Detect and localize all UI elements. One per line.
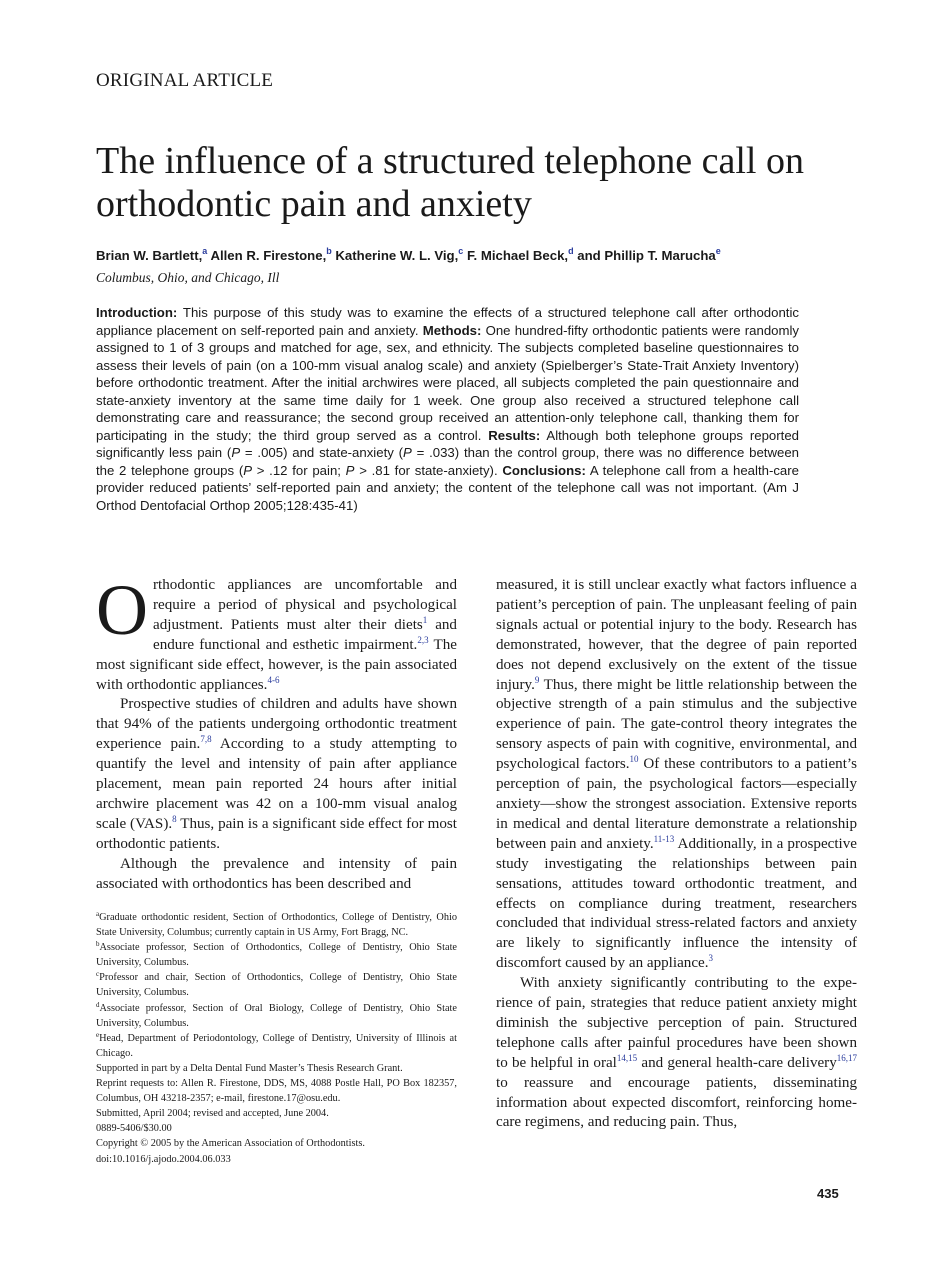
author-name: Brian W. Bartlett, <box>96 248 203 263</box>
body-column-left <box>96 570 457 895</box>
issn: 0889-5406/$30.00 <box>96 1123 172 1135</box>
citation[interactable]: 2,3 <box>417 634 429 645</box>
affiliation-mark: d <box>568 246 574 256</box>
abstract-results: Although both telephone groups reported significantly less pain (P = .005) and state-anxiety (P = .033) than the control group, there was no difference between the 2 telephone groups (P > .12 for pain; P > .81 for state-anxiety). <box>96 427 799 478</box>
author-name: Allen R. Firestone, <box>210 248 327 263</box>
author-location: Columbus, Ohio, and Chicago, Ill <box>96 270 280 285</box>
abstract-intro: This purpose of this study was to examine the effects of a structured telephone call after orthodontic appliance placement on self-reported pain and anxiety. <box>96 305 799 338</box>
section-label: ORIGINAL ARTICLE <box>96 70 274 91</box>
body-paragraph: Prospective studies of children and adults have shown that 94% of the patients undergoing orthodontic treatment experience pain.$^{7,8}$ According to a study attempting to quantify the level and intensity of pain after appliance placement, mean pain reported 24 hours after initial archwire placement was 42 on a 100-mm visual analog scale (VAS).$^8$ Thus, pain is a significant side effect for most orthodontic patients. <box>96 696 457 852</box>
citation[interactable]: 16,17 <box>836 1052 858 1063</box>
citation[interactable]: 11-13 <box>653 833 675 844</box>
footnote: $^d$Associate professor, Section of Oral Biology, College of Dentistry, Ohio State University, Columbus. <box>96 1000 457 1029</box>
author-name: F. Michael Beck, <box>466 248 569 263</box>
body-paragraph: measured, it is still unclear exactly what factors influence a patient’s perception of pain. The unpleasant feeling of pain signals actual or potential injury to the body. Research has demonstrated, however, that the degree of pain reported does not depend exclusively on the extent of the tissue injury.$^9$ Thus, there might be little relationship between the objective strength of a pain stimulus and the subjective experience of pain. The gate-control theory integrates the sensory aspects of pain with cognitive, environmental, and psychological factors.$^{10}$ Of these contributors to a patient’s perception of pain, the psychological factors—especially anxiety—show the strongest association. Extensive reports in medical and dental literature demonstrate a relationship between pain and anxiety.$^{11-13}$ Additionally, in a prospective study investigating the relationships between pain sensations, attitudes toward orthodontic treatment, and effects on compliance during treatment, researchers concluded that individual stress-related factors and anxiety are likely to significantly influence the intensity of discomfort caused by an appliance.$^3$ <box>496 577 857 972</box>
body-paragraph: Orthodontic appliances are uncomfortable and require a period of physical and psychological adjustment. Patients must alter their diets$^1$ and endure functional and esthetic impairment.$^{2,3}$ The most significant side effect, however, is the pain associated with orthodontic appliances.$^{4-6}$ <box>96 570 457 693</box>
citation[interactable]: 8 <box>172 813 177 824</box>
citation[interactable]: 9 <box>534 674 540 685</box>
footnote: $^c$Professor and chair, Section of Orthodontics, College of Dentistry, Ohio State University, Columbus. <box>96 970 457 999</box>
submission-dates: Submitted, April 2004; revised and accepted, June 2004. <box>96 1108 329 1120</box>
drop-cap: O <box>96 570 148 650</box>
footnote: $^a$Graduate orthodontic resident, Section of Orthodontics, College of Dentistry, Ohio State University, Columbus; currently captain in US Army, Fort Bragg, NC. <box>96 910 457 939</box>
article-title: The influence of a structured telephone call on orthodontic pain and anxiety <box>96 140 804 225</box>
body-column-right <box>496 576 857 1133</box>
funding-note: Supported in part by a Delta Dental Fund Master’s Thesis Research Grant. <box>96 1062 403 1074</box>
citation[interactable]: 4-6 <box>267 674 280 685</box>
citation[interactable]: 14,15 <box>616 1052 638 1063</box>
abstract-conclusions: A telephone call from a health-care provider reduced patients’ self-reported pain and anxiety; the content of the telephone call was not important. (Am J Orthod Dentofacial Orthop 2005;128:435-41) <box>96 462 799 513</box>
citation[interactable]: 3 <box>708 953 713 964</box>
page-number: 435 <box>817 1186 839 1201</box>
citation[interactable]: 1 <box>422 614 428 625</box>
author-name: and Phillip T. Marucha <box>577 248 716 263</box>
reprint-note: Reprint requests to: Allen R. Firestone, DDS, MS, 4088 Postle Hall, PO Box 182357, Columbus, OH 43218-2357; e-mail, firestone.17@osu.edu. <box>96 1078 457 1105</box>
copyright: Copyright © 2005 by the American Association of Orthodontists. <box>96 1138 365 1150</box>
doi[interactable]: doi:10.1016/j.ajodo.2004.06.033 <box>96 1153 231 1165</box>
footnote: $^b$Associate professor, Section of Orthodontics, College of Dentistry, Ohio State University, Columbus. <box>96 940 457 969</box>
affiliation-mark: c <box>458 246 464 256</box>
affiliation-mark: e <box>715 246 721 256</box>
body-paragraph: Although the prevalence and intensity of pain associated with orthodontics has been described and <box>96 855 457 892</box>
footnote: $^e$Head, Department of Periodontology, College of Dentistry, University of Illinois at Chicago. <box>96 1030 457 1059</box>
abstract-conclusions-label: Conclusions: <box>502 462 586 478</box>
author-list <box>96 248 896 263</box>
abstract-methods-label: Methods: <box>422 322 482 338</box>
citation[interactable]: 10 <box>629 754 639 765</box>
affiliation-mark: a <box>202 246 208 256</box>
body-paragraph: With anxiety significantly contributing to the experience of pain, strategies that reduce patient anxiety might diminish the subjective perception of pain. Structured telephone calls after painful procedures have been shown to be helpful in oral$^{14,15}$ and general health-care delivery$^{16,17}$ to reassure and encourage patients, disseminating information about expected discomfort, reinforcing home-care regimens, and reducing pain. Thus, <box>496 975 858 1131</box>
footnotes <box>96 910 457 1167</box>
abstract <box>96 304 799 514</box>
author-name: Katherine W. L. Vig, <box>335 248 459 263</box>
abstract-results-label: Results: <box>488 427 541 443</box>
abstract-intro-label: Introduction: <box>96 305 178 320</box>
abstract-methods: One hundred-fifty orthodontic patients were randomly assigned to 1 of 3 groups and matched for age, sex, and ethnicity. The subjects completed baseline questionnaires to assess their levels of pain (on a 100-mm visual analog scale) and anxiety (Spielberger’s State-Trait Anxiety Inventory) before orthodontic treatment. After the initial archwires were placed, all subjects completed the pain questionnaire and state-anxiety inventory at the same time daily for 1 week. One group also received a structured telephone call demonstrating care and reassurance; the second group received an attention-only telephone call, thanking them for participating in the study; the third group served as a control. <box>96 322 800 443</box>
affiliation-mark: b <box>326 246 332 256</box>
citation[interactable]: 7,8 <box>200 734 212 745</box>
